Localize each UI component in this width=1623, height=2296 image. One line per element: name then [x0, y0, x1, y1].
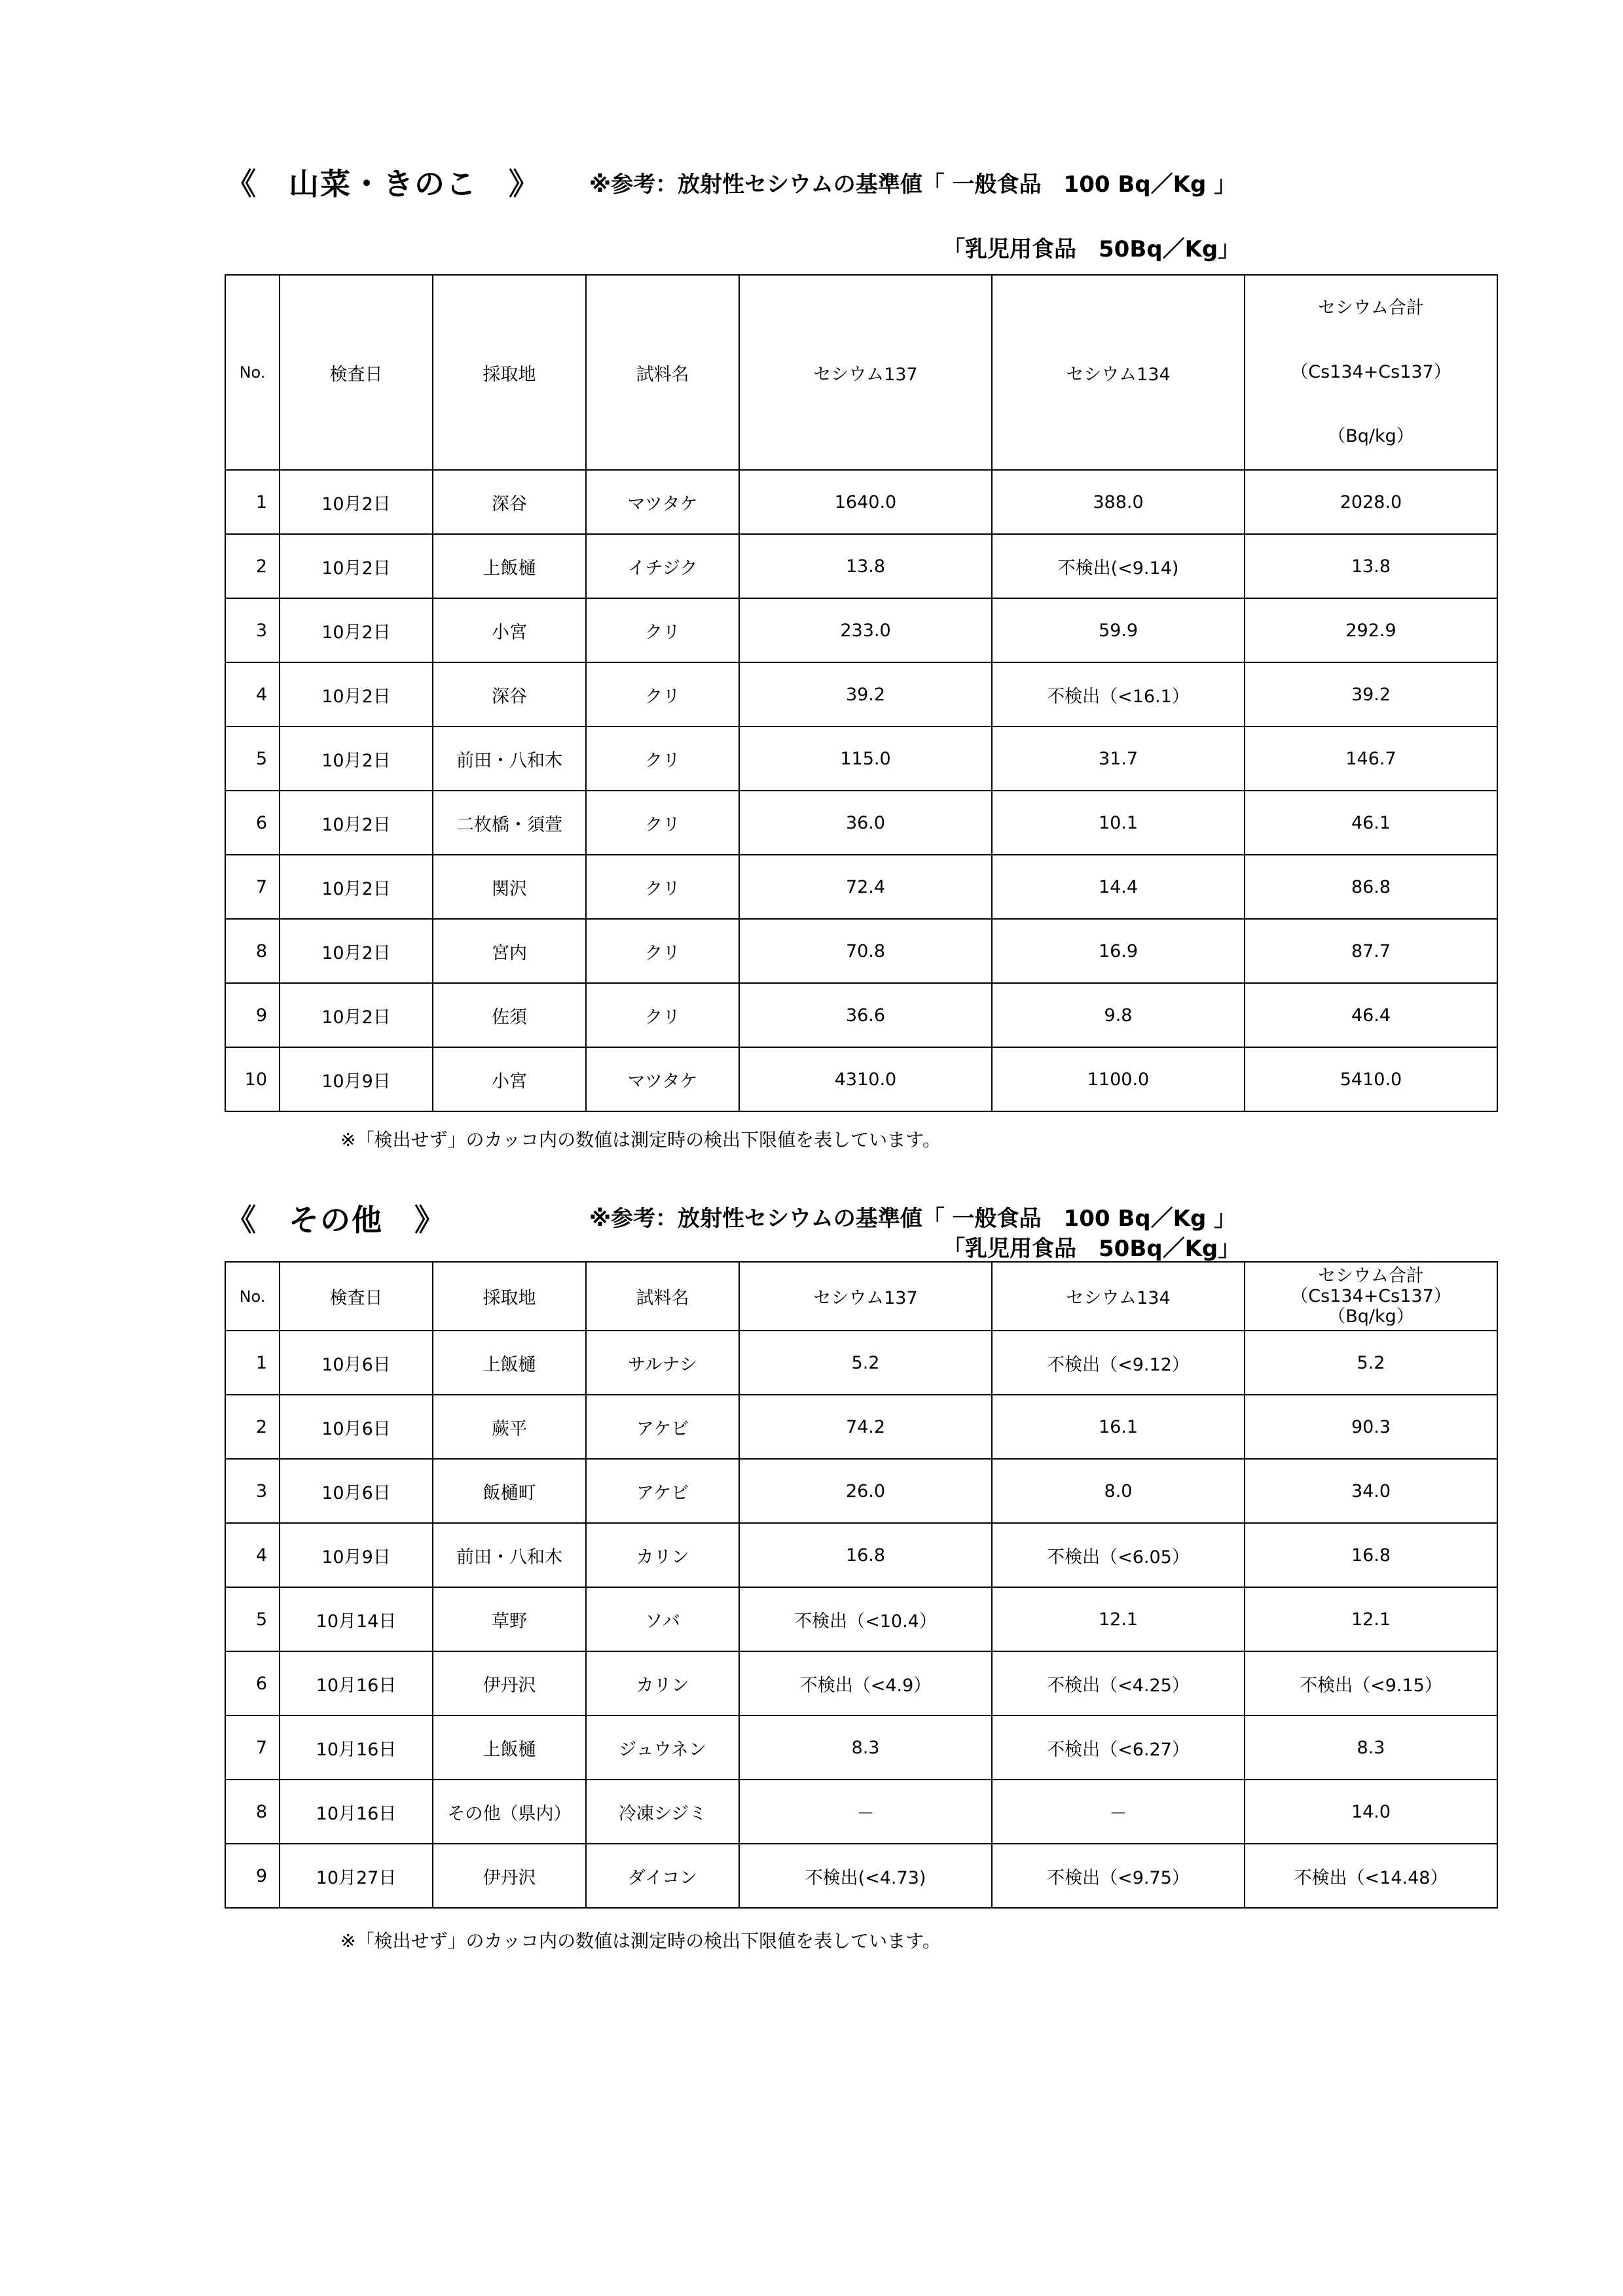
table-row	[225, 598, 1497, 662]
cell-cs134: 59.9	[992, 598, 1245, 662]
table-row	[225, 1651, 1497, 1715]
cell-cs134: 不検出（<6.05）	[992, 1523, 1245, 1587]
cell-date: 10月16日	[280, 1780, 433, 1844]
column-header-sample: 試料名	[586, 1262, 739, 1331]
column-header-total	[1245, 1262, 1497, 1331]
cell-cs134: 8.0	[992, 1459, 1245, 1523]
cell-total: 46.1	[1245, 791, 1497, 855]
cell-location: 小宮	[433, 1047, 586, 1111]
table-row	[225, 1331, 1497, 1395]
section1-title: 《 山菜・きのこ 》	[226, 166, 540, 202]
cell-sample: クリ	[586, 598, 739, 662]
cell-no: 6	[225, 1651, 280, 1715]
table-row	[225, 919, 1497, 983]
section2-header-row	[225, 1262, 1497, 1331]
cell-date: 10月14日	[280, 1587, 433, 1651]
cell-location: 小宮	[433, 598, 586, 662]
cell-date: 10月6日	[280, 1459, 433, 1523]
cell-sample: ソバ	[586, 1587, 739, 1651]
cell-sample: クリ	[586, 855, 739, 919]
column-header-cs134: セシウム134	[992, 1262, 1245, 1331]
cell-cs137: 72.4	[739, 855, 992, 919]
cell-date: 10月9日	[280, 1523, 433, 1587]
cell-date: 10月16日	[280, 1651, 433, 1715]
cell-total: 13.8	[1245, 534, 1497, 598]
cell-date: 10月2日	[280, 791, 433, 855]
table-row	[225, 1395, 1497, 1459]
cell-sample: アケビ	[586, 1459, 739, 1523]
cell-total: 90.3	[1245, 1395, 1497, 1459]
cell-cs137: 不検出(<4.73)	[739, 1844, 992, 1908]
column-header-total-line3: （Bq/kg）	[1328, 1306, 1414, 1327]
cell-no: 4	[225, 662, 280, 726]
cell-cs134: 14.4	[992, 855, 1245, 919]
table-row	[225, 1459, 1497, 1523]
cell-cs134: 不検出（<4.25）	[992, 1651, 1245, 1715]
cell-location: 伊丹沢	[433, 1844, 586, 1908]
cell-cs137: 36.6	[739, 983, 992, 1047]
cell-date: 10月2日	[280, 726, 433, 791]
column-header-total-line2: （Cs134+Cs137）	[1290, 1286, 1451, 1306]
cell-date: 10月2日	[280, 919, 433, 983]
column-header-total	[1245, 275, 1497, 470]
cell-cs137: 不検出（<10.4）	[739, 1587, 992, 1651]
cell-date: 10月2日	[280, 855, 433, 919]
table-row	[225, 983, 1497, 1047]
cell-sample: マツタケ	[586, 1047, 739, 1111]
cell-total: 39.2	[1245, 662, 1497, 726]
cell-total: 2028.0	[1245, 470, 1497, 534]
column-header-total-line2: （Cs134+Cs137）	[1290, 362, 1451, 382]
cell-total: 8.3	[1245, 1715, 1497, 1780]
cell-location: 深谷	[433, 470, 586, 534]
cell-date: 10月6日	[280, 1395, 433, 1459]
cell-location: 二枚橋・須萱	[433, 791, 586, 855]
section2-table	[225, 1261, 1498, 1909]
cell-cs134: 12.1	[992, 1587, 1245, 1651]
cell-no: 2	[225, 1395, 280, 1459]
cell-sample: イチジク	[586, 534, 739, 598]
cell-cs137: 8.3	[739, 1715, 992, 1780]
cell-sample: 冷凍シジミ	[586, 1780, 739, 1844]
table-row	[225, 855, 1497, 919]
table-row	[225, 470, 1497, 534]
cell-location: 上飯樋	[433, 534, 586, 598]
table-row	[225, 1844, 1497, 1908]
cell-location: 伊丹沢	[433, 1651, 586, 1715]
section1-table	[225, 274, 1498, 1112]
cell-date: 10月2日	[280, 662, 433, 726]
cell-cs134: 31.7	[992, 726, 1245, 791]
cell-total: 5.2	[1245, 1331, 1497, 1395]
cell-cs137: 115.0	[739, 726, 992, 791]
cell-sample: クリ	[586, 662, 739, 726]
cell-no: 3	[225, 1459, 280, 1523]
cell-sample: クリ	[586, 791, 739, 855]
cell-cs137: 4310.0	[739, 1047, 992, 1111]
cell-no: 1	[225, 1331, 280, 1395]
cell-cs134: 不検出（<9.75）	[992, 1844, 1245, 1908]
column-header-location: 採取地	[433, 1262, 586, 1331]
column-header-no: No.	[225, 1262, 280, 1331]
cell-cs134: 不検出（<6.27）	[992, 1715, 1245, 1780]
cell-cs137: 36.0	[739, 791, 992, 855]
cell-total: 5410.0	[1245, 1047, 1497, 1111]
cell-no: 3	[225, 598, 280, 662]
cell-cs137: 13.8	[739, 534, 992, 598]
cell-sample: サルナシ	[586, 1331, 739, 1395]
cell-date: 10月2日	[280, 534, 433, 598]
cell-location: 前田・八和木	[433, 1523, 586, 1587]
table-row	[225, 1523, 1497, 1587]
cell-location: 前田・八和木	[433, 726, 586, 791]
cell-location: 宮内	[433, 919, 586, 983]
cell-no: 5	[225, 1587, 280, 1651]
cell-location: 上飯樋	[433, 1331, 586, 1395]
cell-no: 7	[225, 1715, 280, 1780]
cell-location: 深谷	[433, 662, 586, 726]
cell-total: 46.4	[1245, 983, 1497, 1047]
cell-sample: ジュウネン	[586, 1715, 739, 1780]
table-row	[225, 662, 1497, 726]
cell-sample: クリ	[586, 726, 739, 791]
cell-cs134: 不検出（<9.12）	[992, 1331, 1245, 1395]
section2-reference-infant: 「乳児用食品 50Bq／Kg」	[943, 1236, 1241, 1262]
table-row	[225, 534, 1497, 598]
column-header-sample: 試料名	[586, 275, 739, 470]
cell-date: 10月9日	[280, 1047, 433, 1111]
cell-sample: ダイコン	[586, 1844, 739, 1908]
cell-sample: クリ	[586, 983, 739, 1047]
column-header-cs137: セシウム137	[739, 275, 992, 470]
table-row	[225, 726, 1497, 791]
cell-cs134: 9.8	[992, 983, 1245, 1047]
cell-total: 16.8	[1245, 1523, 1497, 1587]
cell-location: その他（県内）	[433, 1780, 586, 1844]
section1-reference-infant: 「乳児用食品 50Bq／Kg」	[943, 236, 1241, 262]
cell-no: 8	[225, 919, 280, 983]
cell-cs137: 74.2	[739, 1395, 992, 1459]
section1-reference-general: ※参考：放射性セシウムの基準値「 一般食品 100 Bq／Kg 」	[589, 171, 1237, 198]
cell-location: 上飯樋	[433, 1715, 586, 1780]
cell-total: 87.7	[1245, 919, 1497, 983]
column-header-date: 検査日	[280, 1262, 433, 1331]
cell-cs137: 70.8	[739, 919, 992, 983]
cell-total: 292.9	[1245, 598, 1497, 662]
column-header-cs134: セシウム134	[992, 275, 1245, 470]
cell-cs134: 不検出（<16.1）	[992, 662, 1245, 726]
cell-no: 4	[225, 1523, 280, 1587]
cell-cs137: 39.2	[739, 662, 992, 726]
column-header-no: No.	[225, 275, 280, 470]
cell-cs137: 不検出（<4.9）	[739, 1651, 992, 1715]
cell-cs134: 不検出(<9.14)	[992, 534, 1245, 598]
column-header-location: 採取地	[433, 275, 586, 470]
column-header-total-line3: （Bq/kg）	[1328, 426, 1414, 446]
cell-date: 10月27日	[280, 1844, 433, 1908]
cell-no: 8	[225, 1780, 280, 1844]
cell-no: 1	[225, 470, 280, 534]
cell-cs134: 1100.0	[992, 1047, 1245, 1111]
section2-title: 《 その他 》	[226, 1202, 446, 1238]
cell-sample: クリ	[586, 919, 739, 983]
cell-no: 5	[225, 726, 280, 791]
cell-no: 6	[225, 791, 280, 855]
table-row	[225, 791, 1497, 855]
cell-location: 関沢	[433, 855, 586, 919]
cell-date: 10月16日	[280, 1715, 433, 1780]
cell-total: 14.0	[1245, 1780, 1497, 1844]
cell-cs137: 26.0	[739, 1459, 992, 1523]
cell-cs134: 388.0	[992, 470, 1245, 534]
cell-location: 佐須	[433, 983, 586, 1047]
cell-cs134: 16.1	[992, 1395, 1245, 1459]
cell-no: 10	[225, 1047, 280, 1111]
section1-header-row	[225, 275, 1497, 470]
table-row	[225, 1715, 1497, 1780]
table-row	[225, 1780, 1497, 1844]
cell-no: 2	[225, 534, 280, 598]
cell-cs137: 233.0	[739, 598, 992, 662]
cell-total: 不検出（<14.48）	[1245, 1844, 1497, 1908]
cell-total: 不検出（<9.15）	[1245, 1651, 1497, 1715]
cell-total: 146.7	[1245, 726, 1497, 791]
cell-total: 12.1	[1245, 1587, 1497, 1651]
table-row	[225, 1587, 1497, 1651]
table-row	[225, 1047, 1497, 1111]
cell-date: 10月6日	[280, 1331, 433, 1395]
column-header-date: 検査日	[280, 275, 433, 470]
column-header-total-line1: セシウム合計	[1318, 298, 1424, 318]
cell-sample: カリン	[586, 1523, 739, 1587]
column-header-total-line1: セシウム合計	[1318, 1266, 1424, 1286]
cell-date: 10月2日	[280, 598, 433, 662]
cell-sample: カリン	[586, 1651, 739, 1715]
cell-total: 34.0	[1245, 1459, 1497, 1523]
section2-reference-general: ※参考：放射性セシウムの基準値「 一般食品 100 Bq／Kg 」	[589, 1206, 1237, 1232]
cell-date: 10月2日	[280, 983, 433, 1047]
cell-sample: マツタケ	[586, 470, 739, 534]
section1-footnote: ※「検出せず」のカッコ内の数値は測定時の検出下限値を表しています。	[340, 1129, 941, 1151]
cell-cs137: 5.2	[739, 1331, 992, 1395]
cell-cs134: －	[992, 1780, 1245, 1844]
cell-cs134: 16.9	[992, 919, 1245, 983]
cell-no: 9	[225, 983, 280, 1047]
cell-location: 蕨平	[433, 1395, 586, 1459]
section2-footnote: ※「検出せず」のカッコ内の数値は測定時の検出下限値を表しています。	[340, 1930, 941, 1952]
cell-cs137: －	[739, 1780, 992, 1844]
cell-no: 9	[225, 1844, 280, 1908]
cell-location: 草野	[433, 1587, 586, 1651]
column-header-cs137: セシウム137	[739, 1262, 992, 1331]
cell-cs137: 1640.0	[739, 470, 992, 534]
cell-sample: アケビ	[586, 1395, 739, 1459]
cell-location: 飯樋町	[433, 1459, 586, 1523]
cell-total: 86.8	[1245, 855, 1497, 919]
cell-cs137: 16.8	[739, 1523, 992, 1587]
cell-date: 10月2日	[280, 470, 433, 534]
cell-no: 7	[225, 855, 280, 919]
cell-cs134: 10.1	[992, 791, 1245, 855]
